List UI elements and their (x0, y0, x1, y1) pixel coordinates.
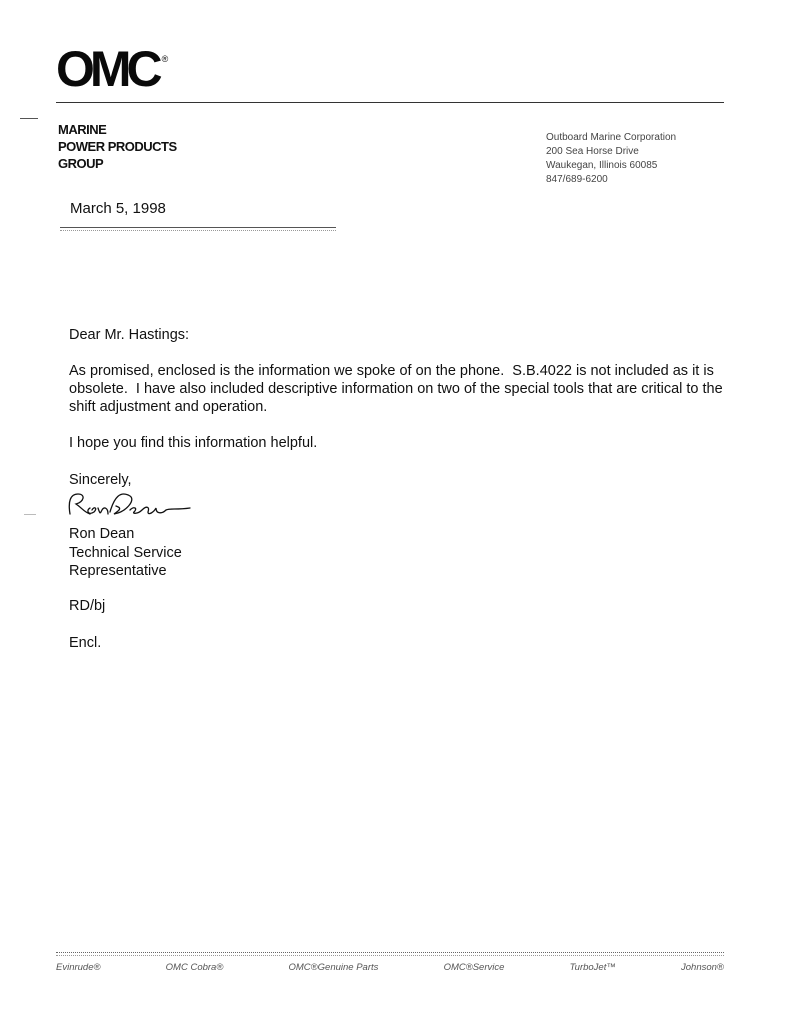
date-underline (60, 227, 336, 228)
brand-turbojet: TurboJet™ (569, 962, 616, 973)
division-line-3: GROUP (58, 156, 104, 171)
address-city: Waukegan, Illinois 60085 (546, 160, 658, 171)
signer-title: Representative (69, 563, 167, 579)
letter-date: March 5, 1998 (70, 200, 166, 217)
date-underline-dotted (60, 230, 336, 232)
brand-evinrude: Evinrude® (56, 962, 101, 973)
brand-omc-service: OMC®Service (443, 962, 505, 973)
brand-johnson: Johnson® (681, 962, 724, 973)
brand-omc-cobra: OMC Cobra® (165, 962, 224, 973)
signer-department: Technical Service (69, 544, 182, 561)
header-divider (56, 102, 724, 103)
reference-initials: RD/bj (69, 598, 106, 614)
enclosure-note: Encl. (69, 635, 102, 651)
address-company: Outboard Marine Corporation (546, 132, 677, 143)
company-address (546, 131, 676, 187)
footer-divider (56, 952, 724, 953)
logo-text: OMC (56, 41, 158, 97)
logo-registered-mark: ® (161, 54, 169, 65)
omc-logo (56, 41, 169, 97)
address-phone: 847/689-6200 (546, 174, 608, 185)
salutation: Dear Mr. Hastings: (69, 327, 190, 343)
signer-block (69, 525, 182, 581)
signer-name: Ron Dean (69, 526, 135, 542)
brand-omc-genuine-parts: OMC®Genuine Parts (288, 962, 379, 973)
body-paragraph-2: I hope you find this information helpful. (69, 435, 318, 451)
division-line-2: POWER PRODUCTS (58, 139, 177, 154)
fold-mark-lower (24, 514, 36, 515)
closing: Sincerely, (69, 472, 132, 488)
brand-footer (56, 962, 724, 973)
division-line-1: MARINE (58, 122, 107, 137)
body-paragraph-1: As promised, enclosed is the information we spoke of on the phone. S.B.4022 is not included as it is obsolete. I have also included descriptive information on two of the special tools that are critical to the shift adjustment and operation. (69, 363, 727, 415)
division-name (58, 121, 177, 172)
fold-mark (20, 118, 38, 119)
handwritten-signature (64, 488, 194, 520)
address-street: 200 Sea Horse Drive (546, 146, 639, 157)
footer-divider-2 (56, 955, 724, 956)
